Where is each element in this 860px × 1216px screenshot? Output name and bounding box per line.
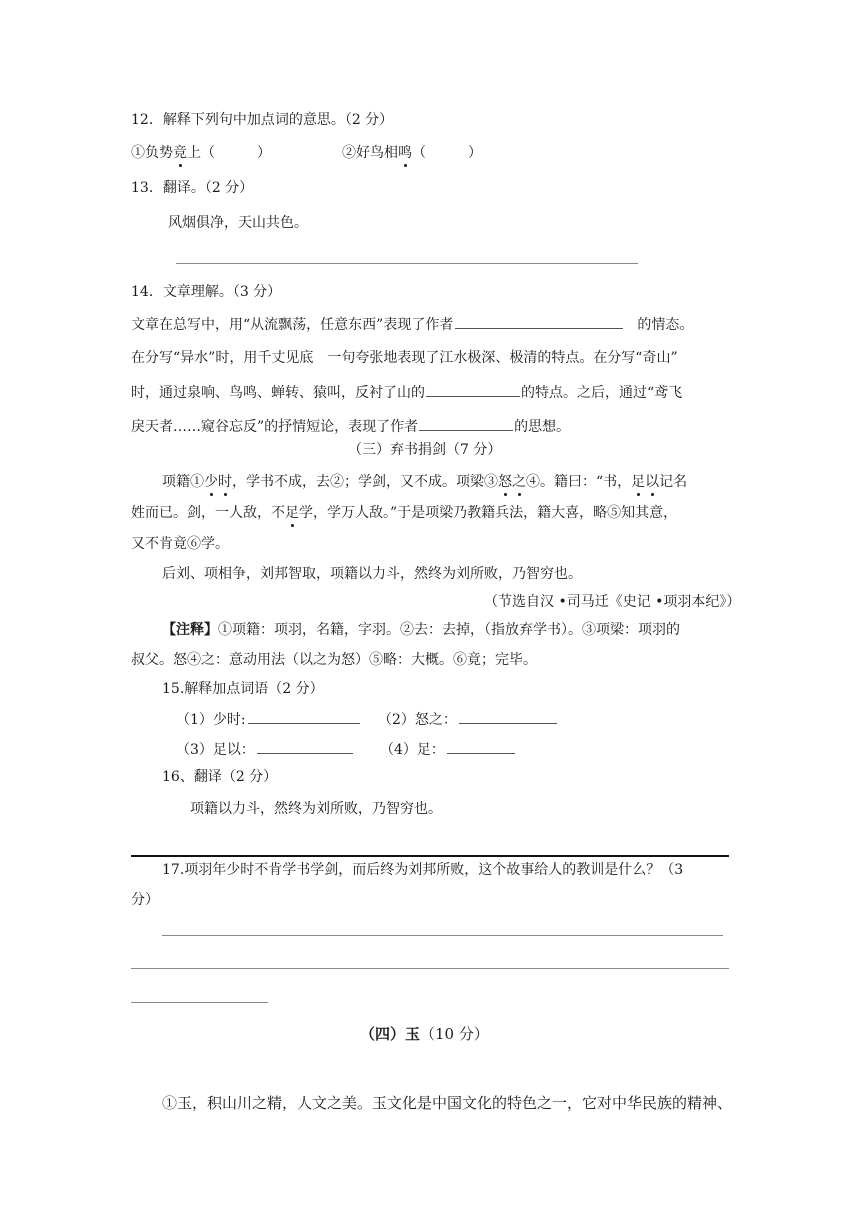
q14-line-3: 时，通过泉响、鸟鸣、蝉转、猿叫，反衬了山的 的特点。之后，通过“鸢飞 — [131, 382, 682, 403]
annotation-line-1: 【注释】①项籍：项羽，名籍，字羽。②去：去掉，（指放弃学书）。③项梁：项羽的 — [162, 622, 680, 638]
section3-title: （三）弃书捐剑（7 分） — [348, 442, 502, 458]
q14-line-2: 在分写“异水”时，用千丈见底 一句夸张地表现了江水极深、极清的特点。在分写“奇山” — [131, 350, 678, 366]
emphasized-char: 足 — [285, 505, 299, 521]
passage-line-3: 又不肯竟⑥学。 — [131, 536, 229, 552]
q15-item-2: （2）怒之： — [378, 709, 557, 730]
emphasized-char: 足 — [631, 474, 646, 490]
passage-text: ④。籍曰：“书， — [526, 474, 632, 490]
q14-blank-3[interactable] — [419, 416, 513, 431]
passage-line-1 — [162, 472, 687, 492]
q13-answer-line[interactable] — [176, 263, 638, 264]
passage-source: （节选自汉 •司马迁《史记 •项羽本纪》） — [484, 594, 741, 610]
emphasized-char: 怒 — [498, 474, 512, 490]
q15-item-4: （4）足： — [380, 739, 515, 760]
q17-line-1: 17.项羽年少时不肯学书学剑，而后终为刘邦所败，这个故事给人的教训是什么？（3 — [162, 862, 684, 878]
q14-heading: 14．文章理解。（3 分） — [131, 284, 282, 300]
emphasized-char: 少 — [204, 474, 218, 490]
passage-text: 学，学万人敌。”于是项梁乃教籍兵法，籍大喜，略⑤知其意， — [299, 505, 678, 521]
q12-item-2: ②好鸟相鸣（ ） — [342, 145, 482, 161]
passage-line-2 — [131, 503, 677, 523]
q14-blank-1[interactable] — [455, 314, 623, 329]
annotation-label: 【注释】 — [162, 622, 218, 638]
q17-line-2: 分） — [131, 892, 159, 908]
q17-answer-line-2[interactable] — [131, 968, 729, 969]
emphasized-char: 时 — [218, 474, 232, 490]
annotation-line-2: 叔父。怒④之：意动用法（以之为怒）⑤略：大概。⑥竟；完毕。 — [131, 652, 537, 668]
passage-text: 项籍① — [162, 474, 204, 490]
section4-title: （四）玉（10 分） — [360, 1025, 489, 1043]
emphasized-char: 之 — [512, 474, 526, 490]
passage-text: 姓而已。剑，一人敌，不 — [131, 505, 285, 521]
q17-answer-line-3[interactable] — [131, 1002, 268, 1003]
section4-paragraph-1: ①玉，积山川之精，人文之美。玉文化是中国文化的特色之一，它对中华民族的精神、 — [162, 1094, 733, 1112]
q13-heading: 13．翻译。（2 分） — [131, 180, 254, 196]
q16-heading: 16、翻译（2 分） — [162, 769, 278, 785]
q15-item-1: （1）少时: — [176, 709, 360, 730]
emphasized-char: 以 — [645, 474, 660, 490]
q12-heading: 12．解释下列句中加点词的意思。（2 分） — [131, 112, 394, 128]
passage-paragraph-2: 后刘、项相争，刘邦智取，项籍以力斗，然终为刘所败，乃智穷也。 — [162, 566, 582, 582]
q15-item-3: （3）足以： — [176, 739, 353, 760]
q15-blank-1[interactable] — [248, 709, 360, 724]
q14-line-1: 文章在总写中，用“从流飘荡，任意东西”表现了作者 的情态。 — [131, 314, 693, 335]
q12-item-1: ①负势竞上（ ） — [131, 145, 271, 161]
q15-heading: 15.解释加点词语（2 分） — [162, 681, 324, 697]
q15-blank-4[interactable] — [447, 739, 515, 754]
q13-sentence: 风烟俱净，天山共色。 — [168, 215, 308, 231]
q14-line-4: 戾天者……窥谷忘反”的抒情短论，表现了作者 的思想。 — [131, 416, 570, 437]
q16-answer-line[interactable] — [131, 855, 729, 857]
q15-blank-3[interactable] — [257, 739, 353, 754]
q14-blank-2[interactable] — [426, 382, 520, 397]
passage-text: ，学书不成，去②；学剑，又不成。项梁③ — [232, 474, 498, 490]
passage-text: 记名 — [659, 474, 688, 490]
q16-sentence: 项籍以力斗，然终为刘所败，乃智穷也。 — [190, 801, 442, 817]
q17-answer-line-1[interactable] — [162, 935, 723, 936]
q15-blank-2[interactable] — [459, 709, 557, 724]
